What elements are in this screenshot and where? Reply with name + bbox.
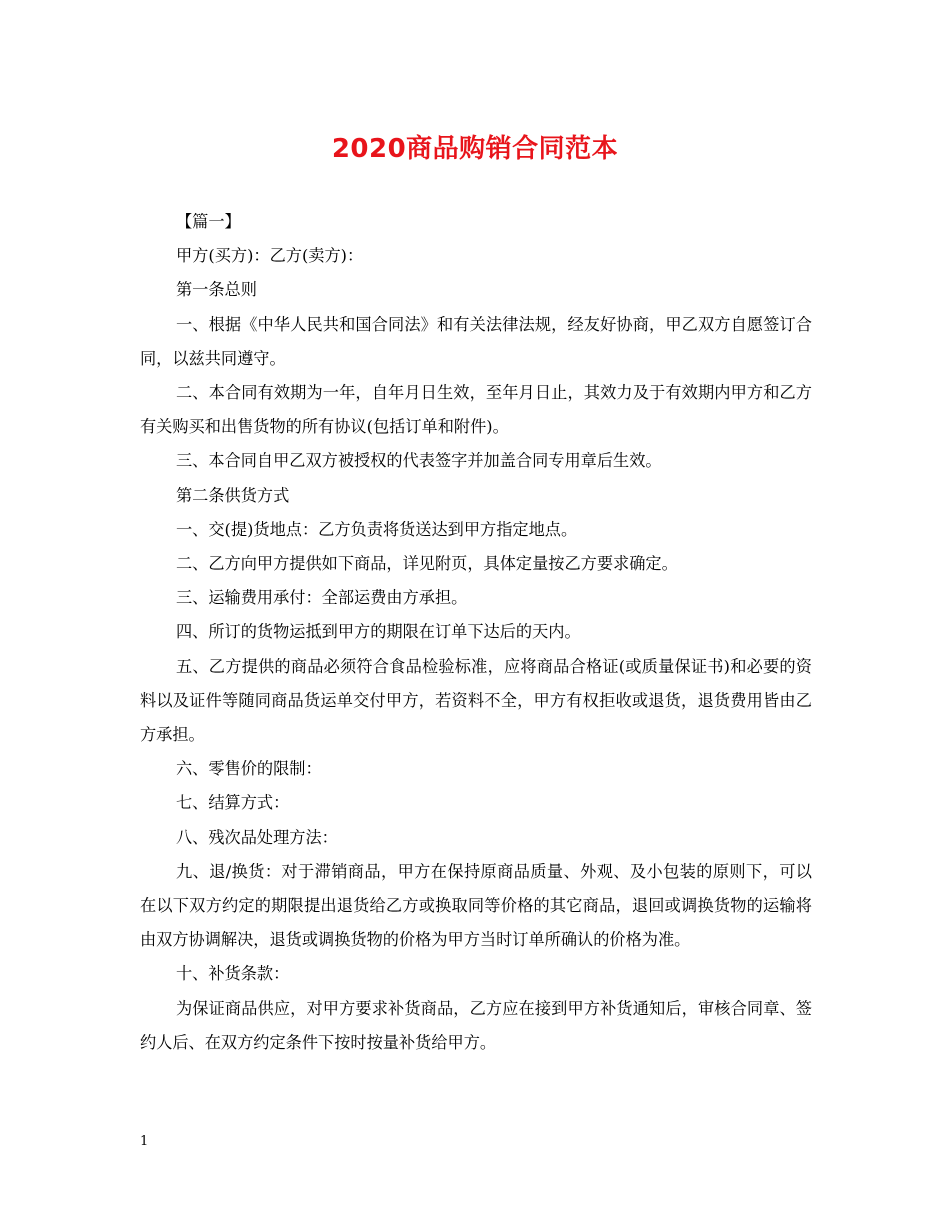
page-number: 1 — [140, 1134, 149, 1149]
clause-paragraph: 八、残次品处理方法： — [176, 827, 338, 847]
clause-paragraph: 为保证商品供应，对甲方要求补货商品，乙方应在接到甲方补货通知后，审核合同章、签约人后、在双方约定条件下按时按量补货给甲方。 — [140, 998, 812, 1052]
document-body — [140, 205, 812, 1060]
parties-line: 甲方(买方)：乙方(卖方)： — [176, 246, 364, 266]
clause-paragraph: 一、根据《中华人民共和国合同法》和有关法律法规，经友好协商，甲乙双方自愿签订合同，以兹共同遵守。 — [140, 314, 812, 368]
clause-paragraph: 一、交(提)货地点：乙方负责将货送达到甲方指定地点。 — [176, 519, 578, 539]
section-heading: 【篇一】 — [176, 212, 241, 231]
clause-paragraph: 二、本合同有效期为一年，自年月日生效，至年月日止，其效力及于有效期内甲方和乙方有关购买和出售货物的所有协议(包括订单和附件)。 — [140, 383, 812, 437]
clause-paragraph: 九、退/换货：对于滞销商品，甲方在保持原商品质量、外观、及小包装的原则下，可以在以下双方约定的期限提出退货给乙方或换取同等价格的其它商品，退回或调换货物的运输将由双方协调解决，退货或调换货物的价格为甲方当时订单所确认的价格为准。 — [140, 861, 812, 950]
article-heading: 第二条供货方式 — [176, 485, 290, 505]
clause-paragraph: 二、乙方向甲方提供如下商品，详见附页，具体定量按乙方要求确定。 — [176, 554, 678, 574]
clause-paragraph: 四、所订的货物运抵到甲方的期限在订单下达后的天内。 — [176, 622, 581, 642]
document-title: 2020商品购销合同范本 — [331, 134, 619, 164]
clause-paragraph: 三、本合同自甲乙双方被授权的代表签字并加盖合同专用章后生效。 — [176, 451, 662, 471]
clause-paragraph: 五、乙方提供的商品必须符合食品检验标准，应将商品合格证(或质量保证书)和必要的资料以及证件等随同商品货运单交付甲方，若资料不全，甲方有权拒收或退货，退货费用皆由乙方承担。 — [140, 656, 812, 745]
clause-paragraph: 六、零售价的限制： — [176, 759, 322, 779]
clause-paragraph: 十、补货条款： — [176, 964, 290, 984]
clause-paragraph: 三、运输费用承付：全部运费由方承担。 — [176, 588, 468, 608]
article-heading: 第一条总则 — [176, 280, 257, 300]
clause-paragraph: 七、结算方式： — [176, 793, 290, 813]
